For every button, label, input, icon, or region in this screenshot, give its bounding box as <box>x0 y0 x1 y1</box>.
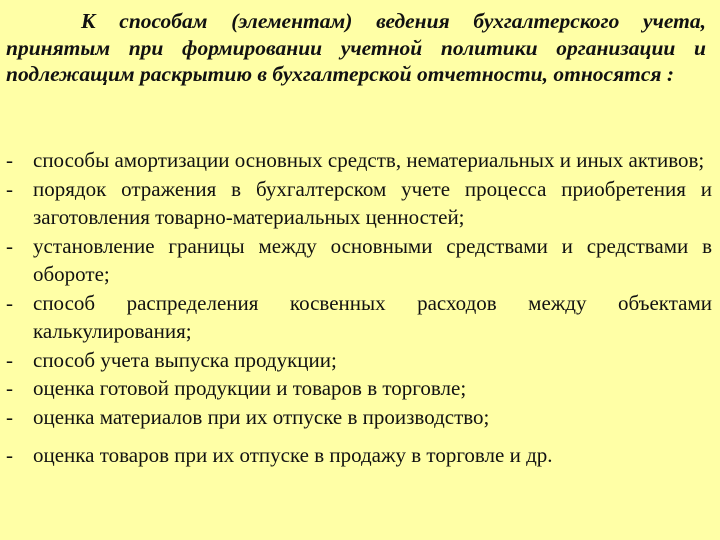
list-item-text: способ распределения косвенных расходов между объектами калькулирования; <box>33 290 712 343</box>
list-item <box>6 374 712 403</box>
list-item <box>6 441 712 470</box>
list-item-text: способ учета выпуска продукции; <box>33 347 337 372</box>
list-item-text: порядок отражения в бухгалтерском учете процесса приобретения и заготовления товарно-материальных ценностей; <box>33 176 712 229</box>
bullet-dash: - <box>6 148 13 172</box>
policy-elements-list <box>6 146 712 470</box>
bullet-dash: - <box>6 176 13 201</box>
list-item-text: оценка готовой продукции и товаров в торговле; <box>33 376 467 400</box>
list-item <box>6 232 712 289</box>
bullet-dash: - <box>6 290 13 315</box>
bullet-dash: - <box>6 404 13 429</box>
bullet-dash: - <box>6 347 13 372</box>
list-item-text: способы амортизации основных средств, нематериальных и иных активов; <box>33 148 705 172</box>
bullet-dash: - <box>6 233 13 258</box>
list-item-text: установление границы между основными средствами и средствами в обороте; <box>33 233 712 286</box>
list-item-text: оценка материалов при их отпуске в производство; <box>33 404 490 429</box>
bullet-dash: - <box>6 376 13 400</box>
list-item <box>6 175 712 232</box>
slide-heading: К способам (элементам) ведения бухгалтерского учета, принятым при формировании учетной политики организации и подлежащим раскрытию в бухгалтерской отчетности, относятся : <box>6 9 706 86</box>
list-item <box>6 346 712 375</box>
list-item <box>6 289 712 346</box>
bullet-dash: - <box>6 443 13 467</box>
list-item <box>6 403 712 432</box>
list-item-text: оценка товаров при их отпуске в продажу в торговле и др. <box>33 443 553 467</box>
list-item <box>6 146 712 175</box>
